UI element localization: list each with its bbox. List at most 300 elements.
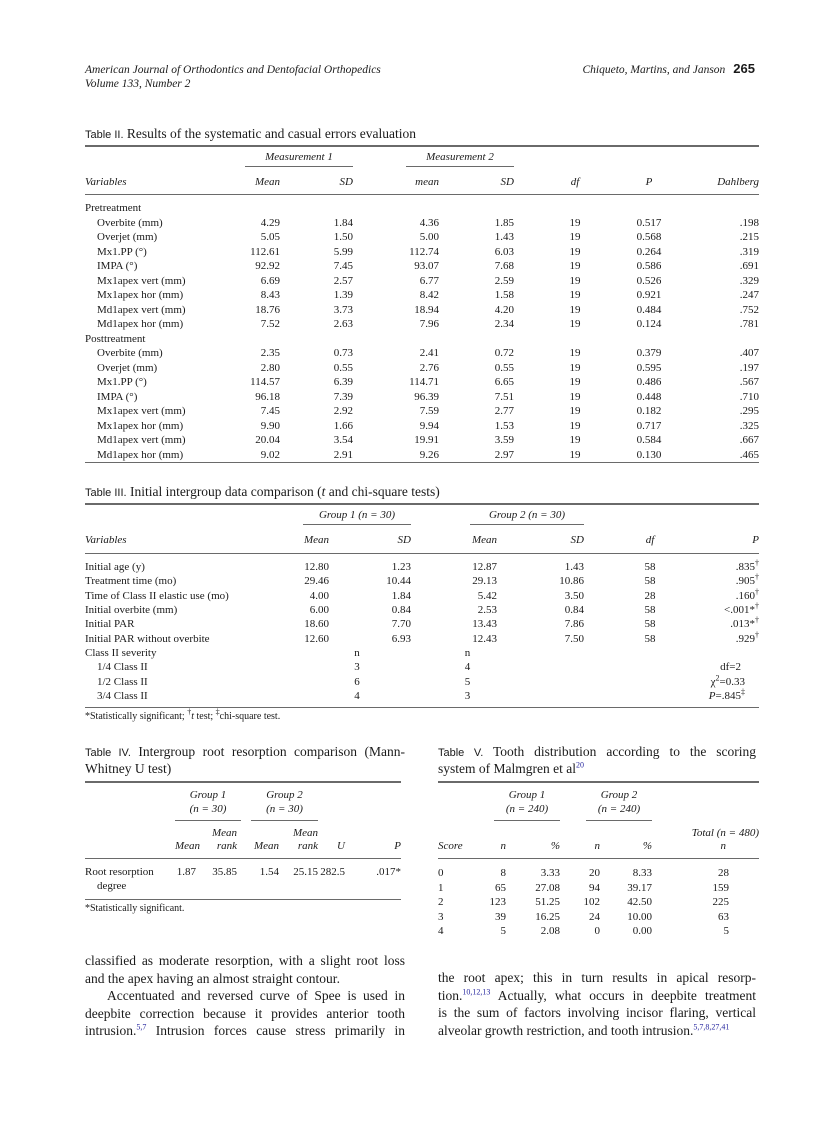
cell: 1.84 — [391, 589, 411, 602]
chi-symbol: χ — [710, 675, 716, 688]
cell: .198 — [739, 216, 759, 229]
cell: 58 — [644, 618, 656, 631]
group2-name: Group 2 — [266, 789, 303, 801]
cell: 2.34 — [494, 318, 514, 331]
row-label: Treatment time (mo) — [85, 575, 177, 588]
test-statistic — [584, 660, 759, 674]
cell: 19 — [569, 216, 581, 229]
table5 — [438, 781, 759, 939]
column-header: SD — [500, 176, 514, 189]
cell: 6.69 — [260, 274, 280, 287]
cell: 96.39 — [414, 390, 439, 403]
cell: 58 — [644, 632, 656, 645]
text-line — [85, 1005, 405, 1023]
cell: 3 — [354, 661, 360, 674]
cell: 5.99 — [333, 245, 353, 258]
column-header: SD — [339, 176, 353, 189]
cell: 5 — [464, 675, 471, 688]
cell: 4.20 — [494, 303, 514, 316]
row-label: Mx1.PP (°) — [97, 245, 147, 258]
table2-group2-header: Measurement 2 — [406, 151, 514, 167]
footnote-t-test: test; — [194, 711, 216, 722]
cell: 6.93 — [391, 632, 411, 645]
cell: 19 — [569, 231, 581, 244]
table-row — [85, 589, 759, 603]
table4 — [85, 781, 401, 900]
column-header-line2: Mean — [175, 840, 201, 852]
cell: 18.60 — [304, 618, 329, 631]
cell: 4.29 — [260, 216, 280, 229]
table2 — [85, 145, 759, 463]
cell: 2.35 — [260, 347, 280, 360]
table-row — [438, 924, 759, 939]
column-header: Variables — [85, 176, 127, 189]
cell: 225 — [712, 896, 729, 909]
cell: 0.584 — [636, 434, 662, 447]
cell: 25.15 — [293, 865, 318, 878]
column-header-label: % — [642, 840, 652, 852]
cell: 4 — [464, 661, 471, 674]
table-row — [438, 866, 759, 881]
footnote-chi-square: chi-square test. — [219, 711, 281, 722]
table-row — [85, 603, 759, 617]
cell: 6 — [354, 675, 360, 688]
text-line — [438, 1004, 756, 1022]
table-row — [438, 881, 759, 896]
table-row — [85, 560, 759, 574]
text-line — [438, 1022, 756, 1040]
cell: 112.61 — [250, 245, 280, 258]
group1-n: (n = 240) — [505, 803, 549, 815]
cell: 19 — [569, 390, 581, 403]
cell: .691 — [739, 260, 759, 273]
cell: 6.65 — [494, 376, 514, 389]
table3-label: Table III. — [85, 487, 127, 499]
cell: 3.73 — [333, 303, 353, 316]
table-row — [85, 858, 401, 899]
row-label: Mx1apex hor (mm) — [97, 289, 184, 302]
table5-group2-header — [586, 788, 652, 821]
column-header: SD — [397, 534, 411, 547]
cell: 9.90 — [260, 419, 280, 432]
p-value: .929 — [735, 632, 755, 645]
column-header: Mean — [471, 534, 497, 547]
p-value-cell — [716, 631, 759, 645]
cell: 20.04 — [255, 434, 280, 447]
column-header-line2: rank — [216, 840, 237, 852]
cell: 19.91 — [414, 434, 439, 447]
row-label: Md1apex hor (mm) — [97, 318, 184, 331]
text-line — [438, 987, 756, 1005]
cell: 282.5 — [320, 865, 345, 878]
cell: 7.50 — [564, 632, 584, 645]
table4-title-line2: Whitney U test) — [85, 761, 172, 776]
cell: 8.42 — [419, 289, 439, 302]
cell: .247 — [739, 289, 759, 302]
body-column-right — [438, 969, 756, 1039]
citation-reference[interactable]: 10,12,13 — [462, 987, 491, 996]
cell: 28 — [644, 589, 656, 602]
cell: 28 — [718, 867, 729, 880]
table2-title: Results of the systematic and casual errors evaluation — [126, 126, 416, 141]
row-label: Md1apex vert (mm) — [97, 303, 186, 316]
table-row — [438, 910, 759, 925]
table-row — [85, 448, 759, 463]
cell: 0.595 — [636, 361, 662, 374]
table-row — [85, 317, 759, 332]
cell: 2.97 — [494, 448, 514, 461]
table-row — [85, 689, 759, 703]
table5-reference[interactable]: 20 — [575, 760, 584, 770]
cell: .710 — [739, 390, 759, 403]
total-header: Total (n = 480) — [691, 826, 759, 839]
cell: 63 — [718, 910, 729, 923]
cell: 29.13 — [472, 575, 497, 588]
table-row — [85, 404, 759, 419]
table-row — [85, 631, 759, 645]
cell: 2.80 — [260, 361, 280, 374]
cell: 5 — [723, 925, 729, 938]
cell: 19 — [569, 274, 581, 287]
section-row — [85, 646, 759, 660]
cell: 2.63 — [333, 318, 353, 331]
group2-n: (n = 240) — [597, 803, 641, 815]
cell: 19 — [569, 260, 581, 273]
cell: 2.77 — [494, 405, 514, 418]
p-symbol: P — [708, 689, 716, 702]
table-row — [85, 346, 759, 361]
table-row — [85, 433, 759, 448]
cell: 39.17 — [627, 881, 652, 894]
column-header-line2: P — [394, 840, 401, 852]
cell: 0.264 — [636, 245, 662, 258]
cell: 96.18 — [255, 390, 280, 403]
column-header — [175, 821, 201, 858]
table3-title-t: t — [321, 484, 326, 499]
score-cell: 3 — [438, 910, 444, 923]
row-label: Initial overbite (mm) — [85, 604, 178, 617]
dagger-mark: † — [187, 707, 192, 717]
cell: 18.94 — [414, 303, 439, 316]
p-value: .835 — [735, 561, 755, 574]
p-value: =.845 — [715, 689, 741, 702]
column-header-line2: n — [720, 840, 726, 852]
column-header-line2: U — [337, 840, 345, 852]
cell: 0 — [594, 925, 600, 938]
cell: 1.43 — [494, 231, 514, 244]
table-row — [85, 245, 759, 260]
table3-title — [130, 484, 440, 499]
column-header: Dahlberg — [717, 176, 759, 189]
cell: .567 — [739, 376, 759, 389]
page-number: 265 — [733, 61, 755, 76]
cell: 7.51 — [494, 390, 514, 403]
table3-title-a: Initial intergroup data comparison ( — [129, 484, 322, 499]
chi-value: =0.33 — [719, 675, 745, 688]
column-header: Mean — [303, 534, 329, 547]
text-line — [85, 987, 405, 1005]
cell: .407 — [739, 347, 759, 360]
cell: 51.25 — [535, 896, 560, 909]
footnote-significant: *Statistically significant; — [85, 711, 188, 722]
cell: .667 — [739, 434, 759, 447]
cell: 19 — [569, 303, 581, 316]
row-label: Time of Class II elastic use (mo) — [85, 589, 229, 602]
cell: 7.86 — [564, 618, 584, 631]
dagger-mark: † — [755, 615, 759, 625]
cell: 19 — [569, 289, 581, 302]
table4-label: Table IV. — [85, 747, 131, 759]
group1-name: Group 1 — [508, 789, 546, 801]
cell: 1.43 — [564, 561, 584, 574]
cell: 0.717 — [636, 419, 662, 432]
cell: 0.55 — [333, 361, 353, 374]
dagger-mark: † — [755, 587, 759, 597]
group1-n: (n = 30) — [189, 803, 227, 815]
running-header-left — [85, 63, 381, 91]
cell: 1.50 — [333, 231, 353, 244]
text-segment: deepbite correction because it provides anterior tooth — [85, 1005, 405, 1021]
row-label: Mx1apex hor (mm) — [97, 419, 184, 432]
text-segment: Intrusion forces cause stress primarily in — [146, 1023, 405, 1038]
p-value: .905 — [735, 575, 755, 588]
row-label: Overbite (mm) — [97, 216, 163, 229]
cell: 18.76 — [255, 303, 280, 316]
text-line — [85, 970, 405, 988]
cell: 3.33 — [540, 867, 560, 880]
p-value: .160 — [735, 589, 755, 602]
cell: .295 — [739, 405, 759, 418]
authors: Chiqueto, Martins, and Janson — [582, 64, 726, 76]
cell: 93.07 — [414, 260, 439, 273]
cell: 0.124 — [636, 318, 662, 331]
column-header — [318, 821, 345, 858]
table4-title-line1: Intergroup root resorption comparison (Mann- — [138, 744, 405, 759]
cell: 3.54 — [333, 434, 353, 447]
cell: 2.41 — [419, 347, 439, 360]
p-value-cell — [716, 603, 759, 617]
cell: 7.59 — [419, 405, 439, 418]
cell: 35.85 — [212, 865, 237, 878]
double-dagger-mark: ‡ — [215, 707, 220, 717]
citation-reference[interactable]: 5,7,8,27,41 — [693, 1022, 730, 1031]
row-label-cont: degree — [97, 879, 127, 892]
column-header — [237, 821, 279, 858]
column-header — [560, 821, 600, 858]
cell: 27.08 — [535, 881, 560, 894]
cell: .197 — [739, 361, 759, 374]
cell: 13.43 — [472, 618, 497, 631]
table-row — [85, 574, 759, 588]
cell: 4 — [354, 689, 360, 702]
cell: 1.39 — [333, 289, 353, 302]
cell: 5.42 — [477, 589, 497, 602]
cell: 6.39 — [333, 376, 353, 389]
dagger-mark: † — [755, 572, 759, 582]
cell: 29.46 — [304, 575, 329, 588]
table-row — [85, 660, 759, 674]
cell: 5.00 — [419, 231, 439, 244]
group2-n: (n = 30) — [266, 803, 303, 815]
cell: 2.57 — [333, 274, 353, 287]
cell: 3.59 — [494, 434, 514, 447]
text-segment: Accentuated and reversed curve of Spee is used in — [107, 988, 405, 1003]
cell: .319 — [739, 245, 759, 258]
row-label: Mx1apex vert (mm) — [97, 274, 186, 287]
cell: 12.43 — [472, 632, 497, 645]
column-header-label: % — [550, 840, 560, 852]
citation-reference[interactable]: 5,7 — [136, 1022, 147, 1032]
score-cell: 1 — [438, 881, 444, 894]
cell: 7.68 — [494, 260, 514, 273]
cell: 19 — [569, 405, 581, 418]
section-label: Posttreatment — [85, 332, 146, 345]
cell: 102 — [583, 896, 600, 909]
table-row — [85, 303, 759, 318]
p-value: .013* — [730, 618, 755, 631]
column-header — [438, 821, 478, 858]
cell: 1.84 — [333, 216, 353, 229]
cell: 7.52 — [260, 318, 280, 331]
column-header — [652, 821, 759, 858]
cell: 114.71 — [409, 376, 439, 389]
cell: 7.45 — [333, 260, 353, 273]
table4-group2-header — [251, 788, 318, 821]
column-header-label: Score — [438, 840, 463, 852]
row-label: Overjet (mm) — [97, 361, 158, 374]
body-column-left — [85, 952, 405, 1040]
text-segment: intrusion. — [85, 1023, 137, 1038]
section-label: Pretreatment — [85, 202, 142, 215]
cell: 0.921 — [636, 289, 662, 302]
cell: 0.526 — [636, 274, 662, 287]
cell: 0.00 — [632, 925, 652, 938]
table-row — [85, 274, 759, 289]
column-header — [279, 821, 318, 858]
dagger-mark: † — [755, 601, 759, 611]
cell: 94 — [589, 881, 600, 894]
cell: 19 — [569, 376, 581, 389]
table-row — [85, 375, 759, 390]
table3-group1-header: Group 1 (n = 30) — [303, 509, 411, 525]
column-header: Mean — [254, 176, 280, 189]
footnote-t: t — [191, 711, 194, 722]
cell: 7.70 — [391, 618, 411, 631]
cell: 8.43 — [260, 289, 280, 302]
cell: 1.58 — [494, 289, 514, 302]
table-row — [85, 288, 759, 303]
table-row — [85, 259, 759, 274]
table-row — [85, 390, 759, 405]
section-label: Class II severity — [85, 646, 157, 659]
cell: 58 — [644, 561, 656, 574]
cell: 1.54 — [259, 865, 279, 878]
chi-exponent: 2 — [715, 672, 720, 682]
row-label: Initial PAR — [85, 618, 135, 631]
test-statistic — [584, 674, 759, 688]
cell: .781 — [739, 318, 759, 331]
cell: 1.66 — [333, 419, 353, 432]
table3 — [85, 503, 759, 708]
column-header-label: n — [500, 840, 506, 852]
table3-title-b: and chi-square tests) — [325, 484, 440, 499]
cell: 5 — [500, 925, 506, 938]
cell: 0.379 — [636, 347, 662, 360]
table5-title-line2: system of Malmgren et al — [438, 761, 576, 776]
column-header-line1: Mean — [211, 826, 237, 839]
table5-caption — [438, 743, 756, 777]
p-value: <.001* — [724, 604, 755, 617]
cell: 7.39 — [333, 390, 353, 403]
column-header: P — [645, 176, 653, 189]
cell: .325 — [739, 419, 759, 432]
cell: 19 — [569, 245, 581, 258]
table2-caption — [85, 125, 416, 144]
column-header: P — [752, 534, 759, 547]
cell: 1.23 — [391, 561, 411, 574]
cell: 2.59 — [494, 274, 514, 287]
cell: .465 — [739, 448, 759, 461]
cell: 0.484 — [636, 303, 662, 316]
double-dagger-mark: ‡ — [741, 687, 745, 697]
cell: 0.182 — [636, 405, 662, 418]
row-label: Overbite (mm) — [97, 347, 163, 360]
cell: 123 — [489, 896, 506, 909]
cell: 1.85 — [494, 216, 514, 229]
row-label: Md1apex hor (mm) — [97, 448, 184, 461]
cell: .017* — [376, 865, 401, 878]
cell: 10.00 — [627, 910, 652, 923]
text-segment: and the apex having an almost straight contour. — [85, 970, 340, 986]
running-header-right — [583, 62, 756, 77]
cell: 0.486 — [636, 376, 662, 389]
cell: 12.60 — [304, 632, 329, 645]
n-label: n — [464, 646, 471, 659]
table5-group1-header — [494, 788, 560, 821]
text-line — [85, 952, 405, 970]
table-row — [85, 230, 759, 245]
table3-group2-header: Group 2 (n = 30) — [470, 509, 584, 525]
column-header-label: n — [594, 840, 600, 852]
table5-title-line1: Tooth distribution according to the scoring — [492, 744, 756, 759]
p-value-cell — [716, 589, 759, 603]
cell: 4.00 — [309, 589, 329, 602]
cell: 10.86 — [559, 575, 584, 588]
column-header-line2: Mean — [253, 840, 279, 852]
row-label: Mx1apex vert (mm) — [97, 405, 186, 418]
column-header: mean — [415, 176, 439, 189]
cell: 0.568 — [636, 231, 662, 244]
cell: 0.73 — [333, 347, 353, 360]
row-label: Overjet (mm) — [97, 231, 158, 244]
row-label: IMPA (°) — [97, 390, 138, 403]
cell: 6.77 — [419, 274, 439, 287]
cell: 1.53 — [494, 419, 514, 432]
n-label: n — [354, 646, 360, 659]
table-row — [85, 419, 759, 434]
column-header: SD — [570, 534, 584, 547]
cell: 19 — [569, 434, 581, 447]
cell: 9.94 — [419, 419, 439, 432]
cell: 2.08 — [540, 925, 560, 938]
dagger-mark: † — [755, 558, 759, 568]
table-row — [85, 674, 759, 688]
cell: 2.76 — [419, 361, 439, 374]
row-label: Root resorption — [85, 865, 154, 878]
group1-name: Group 1 — [189, 789, 227, 801]
column-header — [196, 821, 237, 858]
cell: 0.55 — [494, 361, 514, 374]
